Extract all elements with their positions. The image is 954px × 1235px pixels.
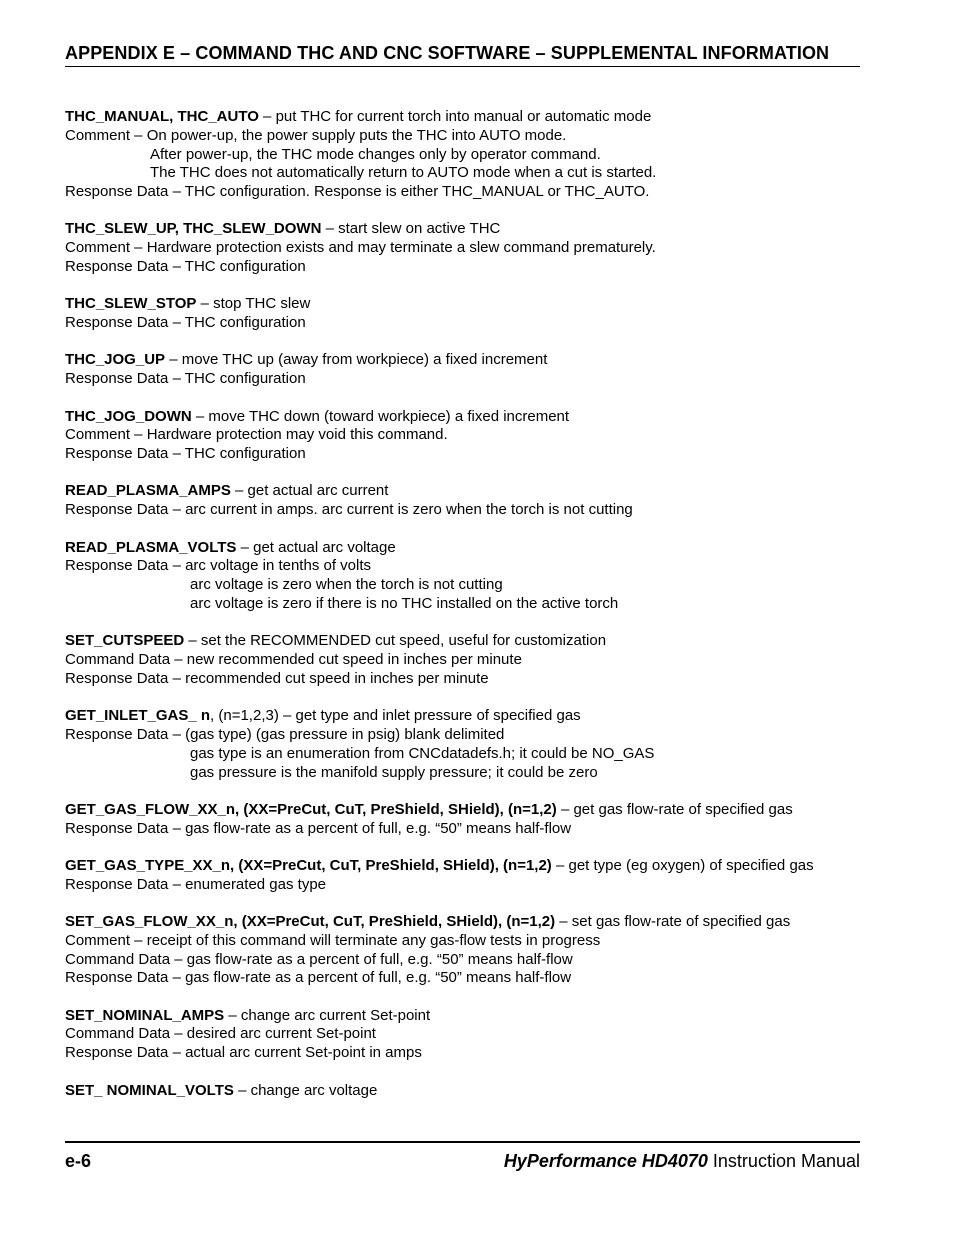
- entry-line: Response Data – arc current in amps. arc current is zero when the torch is not cutting: [65, 501, 633, 519]
- product-name: HyPerformance HD4070: [503, 1151, 708, 1171]
- command-description: – get actual arc voltage: [236, 538, 396, 556]
- entry-line: Response Data – THC configuration: [65, 445, 306, 463]
- entry-line: Command Data – new recommended cut speed in inches per minute: [65, 651, 522, 669]
- entry-line: Comment – receipt of this command will terminate any gas-flow tests in progress: [65, 931, 601, 949]
- entry-line: Command Data – desired arc current Set-point: [65, 1025, 376, 1043]
- command-description: – get actual arc current: [230, 482, 389, 500]
- entry-line: Comment – On power-up, the power supply puts the THC into AUTO mode.: [65, 126, 567, 144]
- command-entry: [65, 1082, 865, 1101]
- command-entry: [65, 408, 865, 464]
- entry-line: arc voltage is zero if there is no THC installed on the active torch: [190, 594, 619, 612]
- entry-line: arc voltage is zero when the torch is not cutting: [190, 576, 503, 594]
- command-name: GET_GAS_TYPE_XX_n, (XX=PreCut, CuT, PreShield, SHield), (n=1,2): [65, 856, 552, 874]
- entry-line: Response Data – THC configuration. Response is either THC_MANUAL or THC_AUTO.: [65, 183, 650, 201]
- command-name: READ_PLASMA_AMPS: [65, 482, 231, 500]
- command-description: , (n=1,2,3) – get type and inlet pressure of specified gas: [210, 707, 581, 725]
- entry-line: Response Data – THC configuration: [65, 258, 306, 276]
- entry-line: Comment – Hardware protection may void this command.: [65, 426, 448, 444]
- command-name: THC_SLEW_UP, THC_SLEW_DOWN: [65, 220, 322, 238]
- page-title: APPENDIX E – COMMAND THC AND CNC SOFTWARE – SUPPLEMENTAL INFORMATION: [65, 43, 830, 63]
- entry-line: Response Data – actual arc current Set-point in amps: [65, 1044, 422, 1062]
- command-entry: [65, 707, 865, 782]
- command-description: – change arc voltage: [233, 1081, 378, 1099]
- command-name: GET_GAS_FLOW_XX_n, (XX=PreCut, CuT, PreShield, SHield), (n=1,2): [65, 800, 557, 818]
- command-description: – start slew on active THC: [321, 220, 501, 238]
- entry-line: After power-up, the THC mode changes only by operator command.: [150, 145, 601, 163]
- command-entry: [65, 913, 865, 988]
- entry-line: Command Data – gas flow-rate as a percent of full, e.g. “50” means half-flow: [65, 950, 573, 968]
- entry-line: Response Data – THC configuration: [65, 370, 306, 388]
- command-entry: [65, 220, 865, 276]
- entry-line: Response Data – arc voltage in tenths of volts: [65, 557, 372, 575]
- command-name: GET_INLET_GAS_ n: [65, 707, 211, 725]
- manual-label: Instruction Manual: [707, 1151, 860, 1171]
- command-entry: [65, 108, 865, 202]
- command-name: SET_CUTSPEED: [65, 632, 185, 650]
- command-entry: [65, 1007, 865, 1063]
- command-description: – set the RECOMMENDED cut speed, useful for customization: [184, 632, 607, 650]
- command-entry: [65, 539, 865, 614]
- manual-title: [504, 1151, 860, 1172]
- entry-line: The THC does not automatically return to AUTO mode when a cut is started.: [150, 164, 657, 182]
- command-entry: [65, 632, 865, 688]
- page-number: e-6: [65, 1151, 92, 1171]
- command-name: THC_MANUAL, THC_AUTO: [65, 108, 259, 125]
- command-description: – change arc current Set-point: [224, 1006, 431, 1024]
- entry-line: Comment – Hardware protection exists and may terminate a slew command prematurely.: [65, 239, 656, 257]
- command-name: THC_SLEW_STOP: [65, 295, 197, 313]
- command-name: THC_JOG_DOWN: [65, 407, 192, 425]
- command-name: READ_PLASMA_VOLTS: [65, 538, 237, 556]
- entry-line: gas pressure is the manifold supply pressure; it could be zero: [190, 763, 598, 781]
- command-entry: [65, 351, 865, 389]
- page-footer: [65, 1141, 860, 1171]
- command-name: THC_JOG_UP: [65, 351, 166, 369]
- command-entry: [65, 801, 865, 839]
- command-list: [65, 108, 865, 1119]
- command-description: – stop THC slew: [196, 295, 311, 313]
- command-name: SET_GAS_FLOW_XX_n, (XX=PreCut, CuT, PreShield, SHield), (n=1,2): [65, 913, 556, 930]
- command-description: – put THC for current torch into manual or automatic mode: [258, 108, 652, 125]
- command-description: – get gas flow-rate of specified gas: [556, 800, 793, 818]
- command-name: SET_NOMINAL_AMPS: [65, 1006, 225, 1024]
- entry-line: Response Data – gas flow-rate as a percent of full, e.g. “50” means half-flow: [65, 819, 572, 837]
- entry-line: Response Data – gas flow-rate as a percent of full, e.g. “50” means half-flow: [65, 969, 572, 987]
- command-description: – move THC down (toward workpiece) a fixed increment: [191, 407, 570, 425]
- entry-line: Response Data – enumerated gas type: [65, 875, 326, 893]
- entry-line: Response Data – THC configuration: [65, 314, 306, 332]
- command-entry: [65, 482, 865, 520]
- page-header: [65, 42, 860, 67]
- command-description: – get type (eg oxygen) of specified gas: [551, 856, 814, 874]
- command-entry: [65, 857, 865, 895]
- command-name: SET_ NOMINAL_VOLTS: [65, 1081, 234, 1099]
- command-entry: [65, 295, 865, 333]
- entry-line: Response Data – recommended cut speed in inches per minute: [65, 669, 489, 687]
- command-description: – move THC up (away from workpiece) a fixed increment: [165, 351, 548, 369]
- entry-line: gas type is an enumeration from CNCdatadefs.h; it could be NO_GAS: [190, 744, 655, 762]
- command-description: – set gas flow-rate of specified gas: [555, 913, 791, 930]
- entry-line: Response Data – (gas type) (gas pressure in psig) blank delimited: [65, 725, 505, 743]
